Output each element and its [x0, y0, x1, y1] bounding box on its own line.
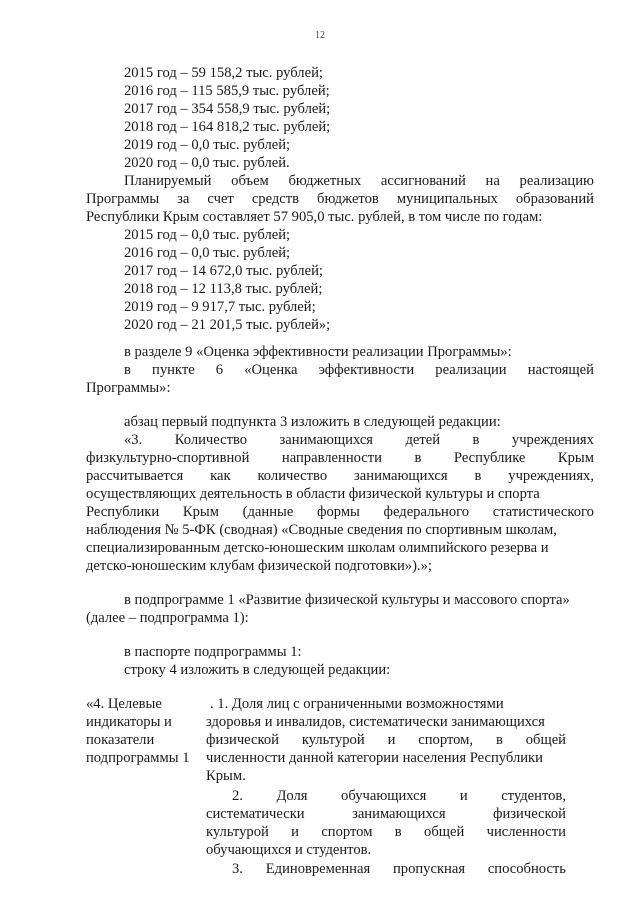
word: эффективности [318, 362, 415, 378]
indicator-line: обучающихся и студентов. [206, 842, 372, 858]
word: занимающихся [352, 806, 446, 822]
page-number: 12 [315, 30, 325, 41]
funding-line: 2019 год – 9 917,7 тыс. рублей; [124, 299, 316, 315]
word: за [177, 191, 190, 207]
word: 2. [232, 788, 243, 804]
justified-line [124, 361, 594, 379]
word: систематически [206, 806, 305, 822]
justified-line [206, 731, 566, 749]
subpoint-line: специализированным детско-юношеским школам олимпийского резерва и [86, 540, 549, 556]
word: образований [515, 191, 594, 207]
word: направленности [281, 450, 382, 466]
funding-line: 2015 год – 59 158,2 тыс. рублей; [124, 65, 323, 81]
word: федерального [383, 504, 470, 520]
word: культурой [206, 824, 269, 840]
word: Крым [182, 504, 219, 520]
word: бюджетов [317, 191, 379, 207]
word: детей [405, 432, 441, 448]
word: в [414, 450, 422, 466]
funding-line: 2020 год – 21 201,5 тыс. рублей»; [124, 317, 331, 333]
section-9-line: Программы»: [86, 380, 171, 396]
word: культурой [301, 732, 365, 748]
word: рассчитывается [86, 468, 184, 484]
funding-line: 2018 год – 12 113,8 тыс. рублей; [124, 281, 323, 297]
word: настоящей [527, 362, 594, 378]
word: в [472, 432, 480, 448]
subprogram-line: в подпрограмме 1 «Развитие физической культуры и массового спорта» [124, 592, 570, 608]
subpoint-line: детско-юношеским клубам физической подготовки»).»; [86, 558, 432, 574]
word: общей [424, 824, 465, 840]
justified-line [86, 503, 594, 521]
subpoint-line: наблюдения № 5-ФК (сводная) «Сводные сведения по спортивным школам, [86, 522, 557, 538]
word: Количество [174, 432, 248, 448]
word: учреждениях, [508, 468, 594, 484]
word: занимающихся [279, 432, 374, 448]
word: реализации [435, 362, 507, 378]
word: 3. [232, 861, 243, 877]
word: на [485, 173, 500, 189]
word: физической [493, 806, 566, 822]
planned-line: Республики Крым составляет 57 905,0 тыс. рублей, в том числе по годам: [86, 209, 543, 225]
justified-line [206, 823, 566, 841]
justified-line [86, 449, 594, 467]
word: как [210, 468, 231, 484]
word: Программы [86, 191, 160, 207]
subpoint-line: осуществляющих деятельность в области физической культуры и спорта [86, 486, 540, 502]
word: количество [257, 468, 328, 484]
word: Доля [276, 788, 308, 804]
word: ассигнований [380, 173, 466, 189]
word: учреждениях [511, 432, 594, 448]
funding-line: 2017 год – 14 672,0 тыс. рублей; [124, 263, 323, 279]
word: в [495, 732, 503, 748]
table-left-line: индикаторы и [86, 714, 172, 730]
justified-line [206, 805, 566, 823]
word: реализацию [519, 173, 594, 189]
passport-line: строку 4 изложить в следующей редакции: [124, 662, 391, 678]
funding-line: 2016 год – 0,0 тыс. рублей; [124, 245, 291, 261]
funding-line: 2019 год – 0,0 тыс. рублей; [124, 137, 291, 153]
word: бюджетных [288, 173, 362, 189]
word: способность [487, 861, 566, 877]
word: и [387, 732, 396, 748]
word: (данные [242, 504, 294, 520]
word: 6 [215, 362, 224, 378]
indicator-line: здоровья и инвалидов, систематически занимающихся [206, 714, 545, 730]
word: формы [316, 504, 360, 520]
justified-line [124, 431, 594, 449]
word: пропускная [392, 861, 466, 877]
word: пункте [152, 362, 195, 378]
word: Планируемый [124, 173, 212, 189]
word: средств [251, 191, 300, 207]
word: Республики [86, 504, 160, 520]
subprogram-line: (далее – подпрограмма 1): [86, 610, 249, 626]
table-left-line: «4. Целевые [86, 696, 162, 712]
funding-line: 2016 год – 115 585,9 тыс. рублей; [124, 83, 330, 99]
word: Крым [557, 450, 594, 466]
word: в [394, 824, 402, 840]
funding-line: 2020 год – 0,0 тыс. рублей. [124, 155, 290, 171]
word: физической [206, 732, 279, 748]
word: общей [525, 732, 566, 748]
funding-line: 2017 год – 354 558,9 тыс. рублей; [124, 101, 331, 117]
word: студентов, [501, 788, 566, 804]
word: в [474, 468, 482, 484]
word: «3. [124, 432, 143, 448]
passport-line: в паспорте подпрограммы 1: [124, 644, 302, 660]
table-left-line: показатели [86, 732, 155, 748]
word: муниципальных [396, 191, 498, 207]
word: «Оценка [244, 362, 298, 378]
word: и [291, 824, 299, 840]
word: спортом, [418, 732, 474, 748]
word: в [124, 362, 131, 378]
word: статистического [492, 504, 594, 520]
word: физкультурно-спортивной [86, 450, 250, 466]
word: обучающихся [341, 788, 427, 804]
indicator-line: Крым. [206, 768, 246, 784]
word: Республике [453, 450, 526, 466]
table-left-line: подпрограммы 1 [86, 750, 190, 766]
word: Единовременная [265, 861, 371, 877]
justified-line [86, 467, 594, 485]
justified-line [86, 190, 594, 208]
justified-line [232, 860, 566, 878]
subpoint-intro: абзац первый подпункта 3 изложить в следующей редакции: [124, 414, 501, 430]
justified-line [124, 172, 594, 190]
word: счет [207, 191, 234, 207]
word: объем [231, 173, 269, 189]
indicator-line: численности данной категории населения Республики [206, 750, 543, 766]
funding-line: 2018 год – 164 818,2 тыс. рублей; [124, 119, 331, 135]
word: занимающихся [354, 468, 448, 484]
word: спортом [321, 824, 373, 840]
funding-line: 2015 год – 0,0 тыс. рублей; [124, 227, 291, 243]
indicator-line: . 1. Доля лиц с ограниченными возможностями [210, 696, 504, 712]
word: и [459, 788, 468, 804]
word: численности [486, 824, 566, 840]
justified-line [232, 787, 566, 805]
section-9-line: в разделе 9 «Оценка эффективности реализации Программы»: [124, 344, 512, 360]
